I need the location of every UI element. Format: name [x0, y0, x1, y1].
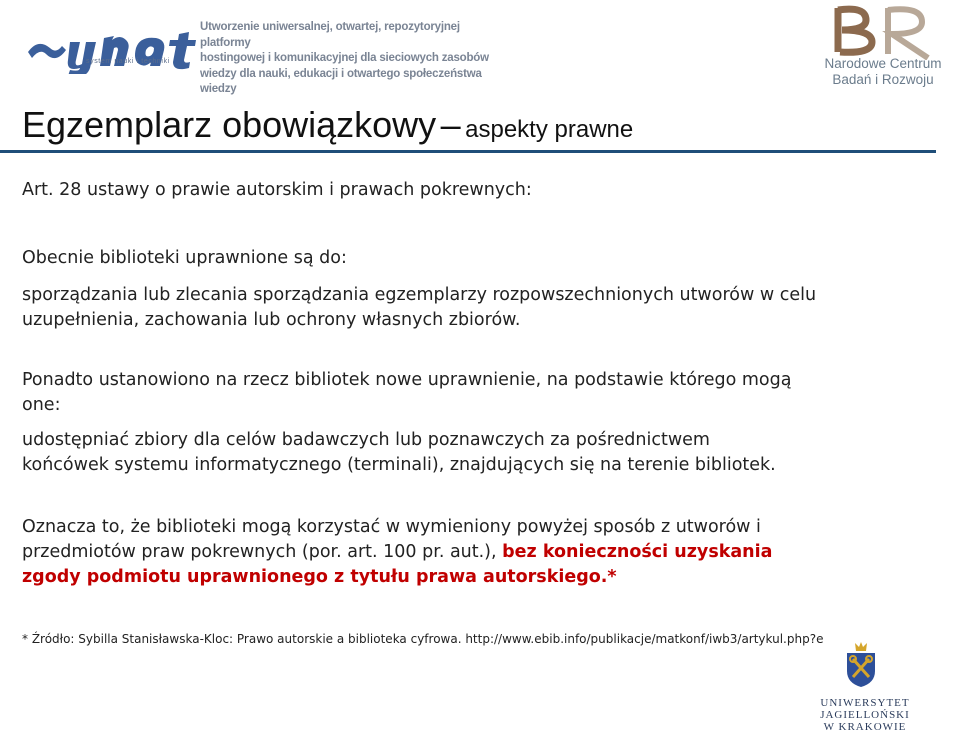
university-line-1: UNIWERSYTET JAGIELLOŃSKI: [820, 697, 910, 721]
ncbr-name-line-2: Badań i Rozwoju: [832, 72, 934, 87]
ncbr-name-line-1: Narodowe Centrum: [824, 56, 942, 71]
synat-line-3: wiedzy dla nauki, edukacji i otwartego społeczeństwa wiedzy: [200, 67, 482, 95]
article-reference: Art. 28 ustawy o prawie autorskim i prawach pokrewnych:: [22, 180, 532, 200]
new-entitlement-paragraph: Ponadto ustanowiono na rzecz bibliotek nowe uprawnienie, na podstawie którego mogą one:: [22, 370, 792, 415]
synat-line-1: Utworzenie uniwersalnej, otwartej, repozytoryjnej platformy: [200, 21, 460, 49]
slide-title: [22, 104, 633, 146]
conclusion-text: Oznacza to, że biblioteki mogą korzystać w wymieniony powyżej sposób z utworów i przedmiotów praw pokrewnych (por. art. 100 pr. aut.),: [22, 517, 761, 562]
university-line-2: W KRAKOWIE: [823, 721, 907, 733]
title-subtitle: aspekty prawne: [465, 116, 634, 143]
title-main: Egzemplarz obowiązkowy: [22, 104, 437, 145]
libraries-entitled-intro: Obecnie biblioteki uprawnione są do:: [22, 248, 347, 268]
terminal-access-paragraph: udostępniać zbiory dla celów badawczych lub poznawczych za pośrednictwem końcówek systemu informatycznego (terminali), znajdujących się na terenie bibliotek.: [22, 430, 776, 475]
ncbr-logo: [824, 2, 958, 60]
synat-logo: [24, 18, 200, 74]
title-dash: –: [440, 104, 461, 145]
uj-crest-icon: [843, 641, 879, 689]
university-name: [780, 697, 950, 733]
source-footnote: * Źródło: Sybilla Stanisławska-Kloc: Prawo autorskie a biblioteka cyfrowa. http://www.ebib.info/publikacje/matkonf/iwb3/artykul.php?e: [22, 632, 824, 646]
synat-line-2: hostingowej i komunikacyjnej dla sieciowych zasobów: [200, 52, 489, 64]
ncbr-name: [808, 56, 958, 88]
copy-rights-paragraph: sporządzania lub zlecania sporządzania egzemplarzy rozpowszechnionych utworów w celu uzupełnienia, zachowania lub ochrony własnych zbiorów.: [22, 285, 817, 330]
title-divider: [0, 150, 936, 153]
conclusion-paragraph: [22, 515, 837, 590]
synat-description: [200, 20, 500, 98]
conference-footer: Konferencja i3`2013, Poznań 15-19 kwietnia 2013: [6, 717, 471, 740]
conclusion-emphasis: bez konieczności uzyskania zgody podmiotu uprawnionego z tytułu prawa autorskiego.*: [22, 542, 773, 587]
synat-tagline: system nauki i techniki: [86, 58, 170, 65]
